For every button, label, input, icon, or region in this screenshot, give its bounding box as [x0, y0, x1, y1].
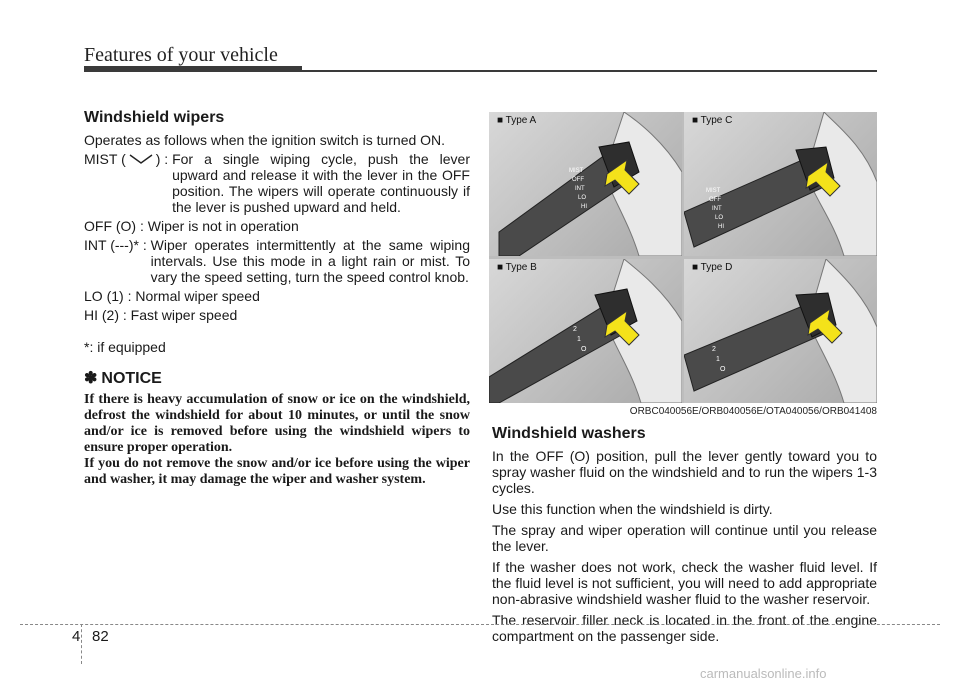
washers-paragraph: Use this function when the windshield is dirty. [492, 501, 773, 517]
notice-star-icon: ✽ [84, 370, 98, 387]
panel-label: ■ Type C [692, 115, 733, 126]
mode-desc-hi: Fast wiper speed [130, 307, 238, 323]
lever-illustration-icon [489, 259, 682, 403]
washers-paragraph: The reservoir filler neck is located in the front of the engine compartment on the passenger side. [492, 612, 877, 644]
lever-text: MIST [706, 188, 721, 194]
figure-panel-type-a [489, 112, 682, 256]
equipped-footnote: *: if equipped [84, 339, 166, 355]
lever-text: O [720, 366, 726, 373]
watermark: carmanualsonline.info [700, 666, 827, 681]
lever-text: 1 [716, 356, 720, 363]
washers-paragraph: The spray and wiper operation will continue until you release the lever. [492, 522, 877, 554]
figure-panel-type-c [684, 112, 877, 256]
lever-text: O [581, 346, 587, 353]
mode-term-lo: LO (1) : [84, 288, 132, 304]
lever-text: 2 [712, 346, 716, 353]
mode-row-int [84, 237, 470, 285]
notice-paragraph: If there is heavy accumulation of snow or ice on the windshield, defrost the windshield for about 10 minutes, or until the snow and/or ice is removed before using the windshield wipers to ensure proper operation. [84, 392, 470, 455]
figure-panel-type-d [684, 259, 877, 403]
lever-text: MIST [569, 168, 584, 174]
page-number-value: 82 [92, 628, 109, 645]
mode-desc-lo: Normal wiper speed [135, 288, 260, 304]
notice-heading [84, 371, 470, 387]
chapter-number: 4 [72, 628, 81, 645]
lever-illustration-icon [489, 112, 682, 256]
notice-paragraph: If you do not remove the snow and/or ice before using the wiper and washer, it may damage the wiper and washer system. [84, 456, 470, 487]
lever-text: INT [712, 206, 722, 212]
lever-text: LO [715, 215, 724, 221]
right-column [492, 426, 877, 649]
header-rule-thick [84, 66, 302, 72]
figure-panel-type-b [489, 259, 682, 403]
page-header-title: Features of your vehicle [84, 44, 278, 66]
lever-text: HI [718, 224, 724, 230]
lever-text: HI [581, 204, 587, 210]
lever-text: 1 [577, 336, 581, 343]
lever-text: OFF [709, 197, 721, 203]
panel-label: ■ Type D [692, 262, 733, 273]
mist-chevron-icon [128, 152, 154, 168]
mode-desc-off: Wiper is not in operation [147, 218, 299, 234]
mode-term-off: OFF (O) : [84, 218, 144, 234]
notice-title: NOTICE [101, 370, 162, 387]
wipers-intro: Operates as follows when the ignition switch is turned ON. [84, 132, 446, 148]
notice-body [84, 392, 470, 488]
panel-label: ■ Type B [497, 262, 537, 273]
lever-text: 2 [573, 326, 577, 333]
mode-row-off [84, 218, 470, 234]
wipers-title: Windshield wipers [84, 109, 225, 126]
washers-title: Windshield washers [492, 425, 646, 442]
header-rule-thin [302, 70, 877, 72]
lever-text: INT [575, 186, 585, 192]
washers-paragraph: In the OFF (O) position, pull the lever gently toward you to spray washer fluid on the windshield and to run the wipers 1-3 cycles. [492, 448, 877, 496]
panel-label: ■ Type A [497, 115, 537, 126]
washers-paragraph: If the washer does not work, check the washer fluid level. If the fluid level is not sufficient, you will need to add appropriate non-abrasive windshield washer fluid to the washer reservoir. [492, 559, 877, 607]
mode-desc-mist: For a single wiping cycle, push the lever upward and release it with the lever in the OFF position. The wipers will operate continuously if the lever is pushed upward and held. [172, 151, 470, 215]
left-column [84, 110, 470, 488]
mode-term-hi: HI (2) : [84, 307, 127, 323]
mode-term-mist: MIST ( ) : [84, 151, 169, 167]
figure-caption: ORBC040056E/ORB040056E/OTA040056/ORB041408 [629, 406, 877, 417]
page-number [72, 628, 109, 645]
lever-illustration-icon [684, 259, 877, 403]
mode-term-int: INT (---)* : [84, 237, 147, 253]
mode-row-hi [84, 307, 470, 323]
mode-row-mist [84, 151, 470, 215]
lever-text: OFF [572, 177, 584, 183]
mode-row-lo [84, 288, 470, 304]
mode-desc-int: Wiper operates intermittently at the same wiping intervals. Use this mode in a light rain or mist. To vary the speed setting, turn the speed control knob. [150, 237, 470, 285]
wiper-lever-figure [489, 112, 877, 403]
footer-dashed-rule [20, 624, 940, 625]
lever-illustration-icon [684, 112, 877, 256]
lever-text: LO [578, 195, 587, 201]
